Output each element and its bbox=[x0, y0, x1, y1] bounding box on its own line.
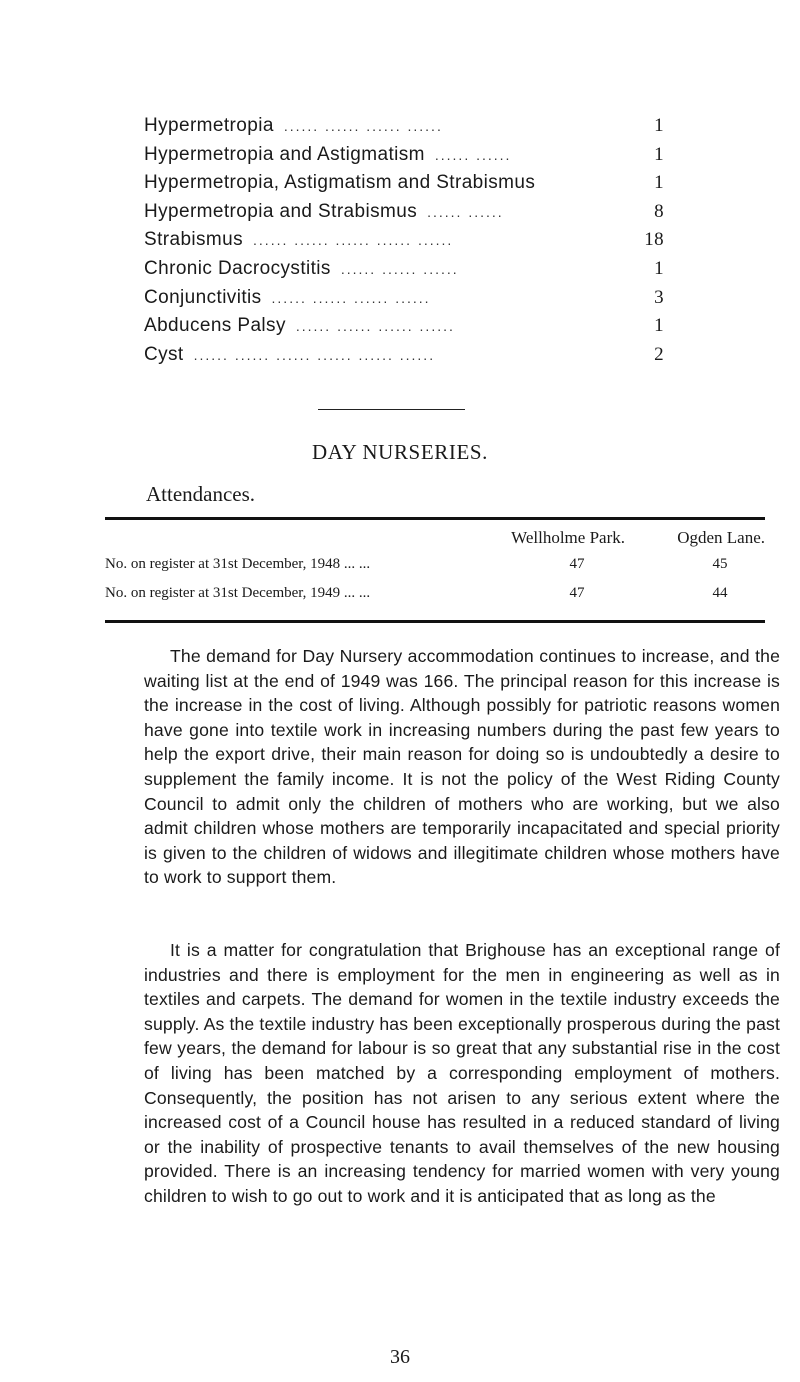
condition-count: 1 bbox=[654, 143, 664, 165]
page-number: 36 bbox=[390, 1346, 410, 1368]
header-ogden: Ogden Lane. bbox=[677, 528, 765, 547]
leader-dots: ...... ...... ...... ...... ...... ...... bbox=[193, 346, 436, 363]
leader-dots: ...... ...... ...... ...... bbox=[295, 318, 455, 335]
condition-count: 8 bbox=[654, 200, 664, 222]
list-item bbox=[144, 315, 664, 344]
condition-name: Abducens Palsy bbox=[144, 315, 286, 337]
condition-name: Hypermetropia, Astigmatism and Strabismus bbox=[144, 172, 536, 194]
condition-name: Hypermetropia bbox=[144, 115, 274, 136]
section-title: DAY NURSERIES. bbox=[311, 440, 489, 464]
leader-dots: ...... ...... bbox=[434, 146, 512, 163]
leader-dots: ...... ...... ...... ...... ...... bbox=[253, 232, 454, 249]
leader-dots: ...... ...... ...... bbox=[340, 260, 459, 277]
list-item bbox=[144, 258, 664, 287]
condition-count: 1 bbox=[654, 257, 664, 279]
section-divider bbox=[318, 409, 465, 410]
cell-wellholme: 47 bbox=[569, 556, 585, 572]
list-item bbox=[144, 201, 664, 230]
sub-title: Attendances. bbox=[146, 482, 256, 506]
row-label: No. on register at 31st December, 1948 ... ... bbox=[105, 556, 371, 572]
condition-count: 3 bbox=[654, 286, 664, 308]
condition-name: Hypermetropia and Astigmatism bbox=[144, 143, 425, 165]
eye-conditions-list bbox=[144, 115, 664, 372]
table-bottom-rule bbox=[105, 620, 765, 623]
body-paragraph: It is a matter for congratulation that Brighouse has an exceptional range of industries and there is employment for the men in engineering as well as in textiles and carpets. The demand for women in the textile industry exceeds the supply. As the textile industry has been exceptionally prosperous during the past few years, the demand for labour is so great that any substantial rise in the cost of living has been matched by a corresponding employment of mothers. Consequently, the position has not arisen to any serious extent where the increased cost of a Council house has resulted in a reduced standard of living or the inability of prospective tenants to avail themselves of the new housing provided. There is an increasing tendency for married women with very young children to wish to go out to work and it is anticipated that as long as the bbox=[144, 940, 780, 1206]
list-item bbox=[144, 287, 664, 316]
cell-ogden: 44 bbox=[712, 585, 728, 601]
list-item bbox=[144, 172, 664, 201]
table-row bbox=[105, 585, 765, 614]
condition-name: Strabismus bbox=[144, 229, 244, 251]
attendance-table bbox=[105, 517, 765, 623]
list-item bbox=[144, 115, 664, 144]
condition-count: 2 bbox=[654, 343, 664, 365]
list-item bbox=[144, 344, 664, 373]
table-header-row bbox=[105, 520, 765, 556]
list-item bbox=[144, 229, 664, 258]
leader-dots: ...... ...... ...... ...... bbox=[271, 289, 431, 306]
condition-name: Hypermetropia and Strabismus bbox=[144, 200, 418, 222]
condition-name: Cyst bbox=[144, 343, 184, 365]
list-item bbox=[144, 144, 664, 173]
cell-wellholme: 47 bbox=[569, 585, 585, 601]
condition-count: 18 bbox=[644, 229, 664, 251]
condition-count: 1 bbox=[654, 315, 664, 337]
cell-ogden: 45 bbox=[712, 556, 728, 572]
leader-dots: ...... ...... bbox=[427, 203, 504, 220]
condition-count: 1 bbox=[654, 115, 664, 136]
condition-name: Chronic Dacrocystitis bbox=[144, 257, 331, 279]
row-label: No. on register at 31st December, 1949 ... ... bbox=[105, 585, 371, 601]
condition-name: Conjunctivitis bbox=[144, 286, 262, 308]
header-wellholme: Wellholme Park. bbox=[511, 528, 625, 547]
body-paragraph: The demand for Day Nursery accommodation continues to increase, and the waiting list at the end of 1949 was 166. The principal reason for this increase is the increase in the cost of living. Although possibly for patriotic reasons women have gone into textile work in increasing numbers during the past few years to help the export drive, their main reason for doing so is undoubtedly a desire to supplement the family income. It is not the policy of the West Riding County Council to admit only the children of mothers who are working, but we also admit children whose mothers are temporarily incapacitated and special priority is given to the children of widows and illegitimate children whose mothers have to work to support them. bbox=[144, 646, 780, 888]
leader-dots: ...... ...... ...... ...... bbox=[283, 118, 443, 134]
table-row bbox=[105, 556, 765, 585]
condition-count: 1 bbox=[654, 172, 664, 194]
